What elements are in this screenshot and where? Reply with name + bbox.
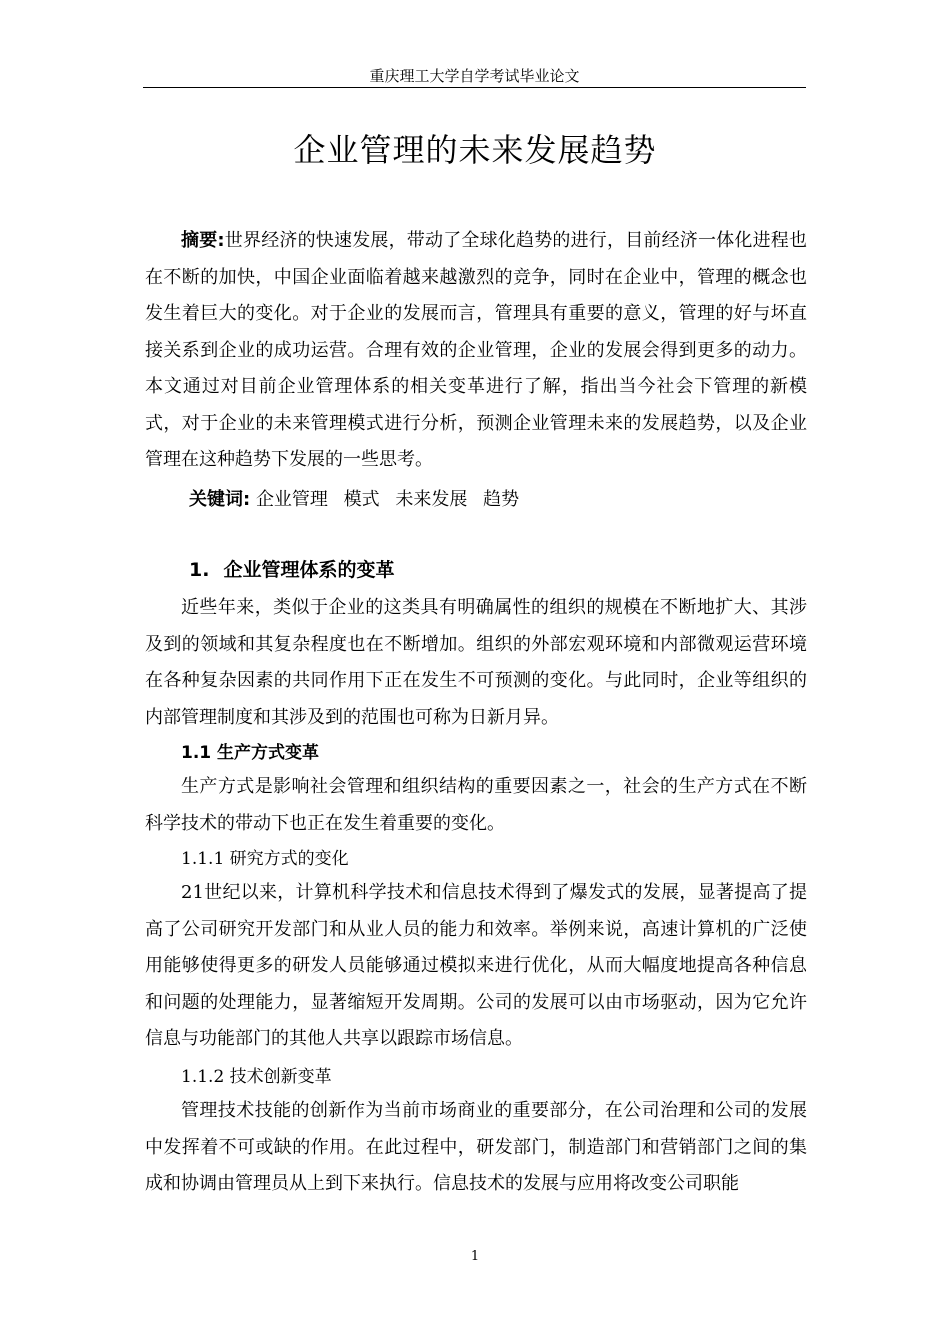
running-header: 重庆理工大学自学考试毕业论文 [369, 67, 580, 85]
keyword-item: 趋势 [483, 489, 520, 510]
section-1-1-1-paragraph: 21世纪以来，计算机科学技术和信息技术得到了爆发式的发展，显著提高了提高了公司研究开发部门和从业人员的能力和效率。举例来说，高速计算机的广泛使用能够使得更多的研发人员能够通过模拟来进行优化，从而大幅度地提高各种信息和问题的处理能力，显著缩短开发周期。公司的发展可以由市场驱动，因为它允许信息与功能部门的其他人共享以跟踪市场信息。 [145, 882, 807, 1049]
page-number: 1 [470, 1249, 480, 1264]
keyword-item: 企业管理 [255, 489, 328, 510]
section-heading-1-1-1: 1.1.1 研究方式的变化 [181, 849, 349, 869]
abstract-label: 摘要: [181, 230, 225, 251]
section-1-1-2-paragraph: 管理技术技能的创新作为当前市场商业的重要部分，在公司治理和公司的发展中发挥着不可或缺的作用。在此过程中，研发部门，制造部门和营销部门之间的集成和协调由管理员从上到下来执行。信息技术的发展与应用将改变公司职能 [145, 1100, 807, 1194]
section-heading-1 [189, 554, 394, 586]
section-number: 1. [189, 559, 210, 581]
abstract-paragraph [145, 223, 807, 479]
keyword-item: 模式 [343, 489, 380, 510]
abstract-text: 世界经济的快速发展，带动了全球化趋势的进行，目前经济一体化进程也在不断的加快，中国企业面临着越来越激烈的竞争，同时在企业中，管理的概念也发生着巨大的变化。对于企业的发展而言，管理具有重要的意义，管理的好与坏直接关系到企业的成功运营。合理有效的企业管理，企业的发展会得到更多的动力。本文通过对目前企业管理体系的相关变革进行了解，指出当今社会下管理的新模式，对于企业的未来管理模式进行分析，预测企业管理未来的发展趋势，以及企业管理在这种趋势下发展的一些思考。 [145, 230, 808, 470]
page-title: 企业管理的未来发展趋势 [293, 131, 657, 169]
keyword-item: 未来发展 [395, 489, 468, 510]
header-rule [143, 87, 806, 88]
section-1-1-paragraph: 生产方式是影响社会管理和组织结构的重要因素之一，社会的生产方式在不断科学技术的带动下也正在发生着重要的变化。 [145, 776, 807, 834]
section-title: 企业管理体系的变革 [223, 559, 395, 581]
keywords-label: 关键词: [189, 489, 251, 510]
section-1-paragraph: 近些年来，类似于企业的这类具有明确属性的组织的规模在不断地扩大、其涉及到的领域和其复杂程度也在不断增加。组织的外部宏观环境和内部微观运营环境在各种复杂因素的共同作用下正在发生不可预测的变化。与此同时，企业等组织的内部管理制度和其涉及到的范围也可称为日新月异。 [145, 597, 807, 728]
keywords-line [189, 482, 529, 518]
section-heading-1-1-2: 1.1.2 技术创新变革 [181, 1067, 332, 1087]
section-heading-1-1: 1.1 生产方式变革 [181, 743, 320, 763]
